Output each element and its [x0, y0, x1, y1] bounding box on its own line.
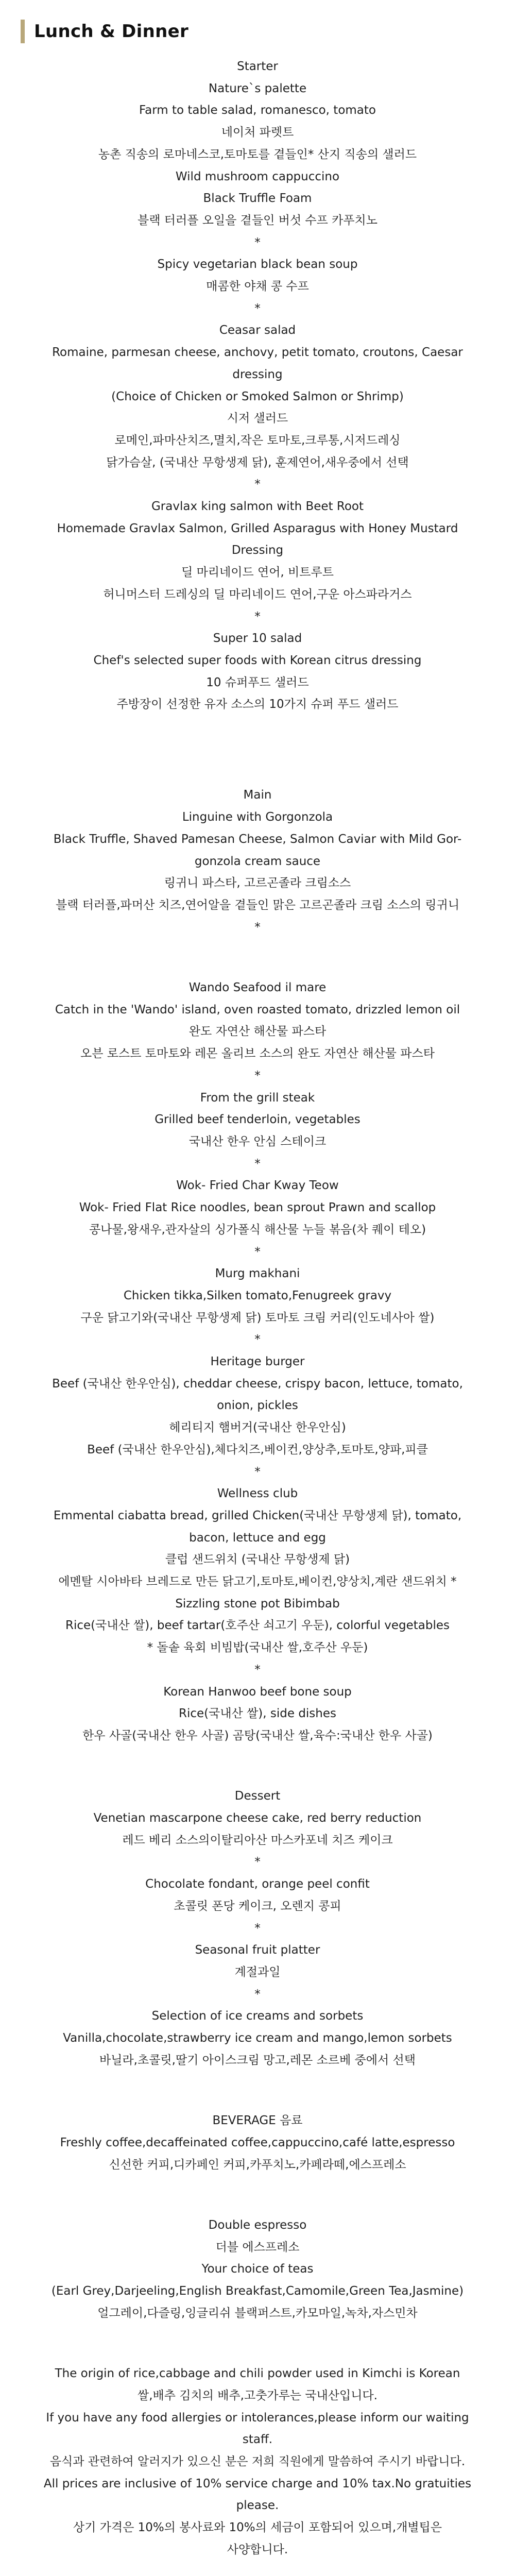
menu-line: Grilled beef tenderloin, vegetables: [154, 1113, 360, 1127]
menu-line: 시저 샐러드: [227, 412, 288, 426]
menu-line: 딜 마리네이드 연어, 비트루트: [181, 566, 334, 580]
menu-line: 블랙 터러플 오일을 곁들인 버섯 수프 카푸치노: [137, 213, 377, 227]
menu-line: 로메인,파마산치즈,멸치,작은 토마토,크루통,시저드레싱: [114, 433, 401, 447]
menu-line: Main: [243, 788, 272, 802]
menu-line: Dressing: [231, 544, 284, 557]
menu-line: 구운 닭고기와(국내산 무항생제 닭) 토마토 크림 커리(인도네사아 쌀): [80, 1311, 435, 1325]
menu-line: 10 슈퍼푸드 샐러드: [206, 675, 309, 689]
menu-line: Rice(국내산 쌀), beef tartar(호주산 쇠고기 우둔), colorful vegetables: [65, 1619, 450, 1633]
menu-line: Vanilla,chocolate,strawberry ice cream and mango,lemon sorbets: [63, 2031, 452, 2045]
menu-line: 음식과 관련하여 알러지가 있으신 분은 저희 직원에게 말씀하여 주시기 바랍니다.: [49, 2455, 466, 2469]
blank-line: [41, 946, 474, 969]
menu-line: Romaine, parmesan cheese, anchovy, petit tomato, croutons, Caesar: [52, 346, 463, 360]
menu-line: 네이처 파렛트: [221, 126, 294, 140]
menu-line: Spicy vegetarian black bean soup: [157, 258, 358, 272]
menu-line: From the grill steak: [200, 1091, 315, 1105]
menu-body: [41, 56, 474, 2561]
menu-line: bacon, lettuce and egg: [189, 1531, 326, 1545]
menu-line: Nature`s palette: [208, 81, 307, 95]
menu-line: Homemade Gravlax Salmon, Grilled Asparagus with Honey Mustard: [57, 521, 458, 535]
separator-asterisk: *: [254, 1987, 261, 2001]
separator-asterisk: *: [254, 1245, 261, 1259]
separator-asterisk: *: [254, 920, 261, 934]
menu-line: dressing: [232, 367, 283, 381]
menu-line: Heritage burger: [210, 1355, 305, 1369]
menu-line: 초콜릿 폰당 케이크, 오렌지 콩피: [174, 1899, 341, 1913]
menu-line: Black Truffle, Shaved Pamesan Cheese, Salmon Caviar with Mild Gor-: [53, 832, 462, 846]
menu-line: 주방장이 선정한 유자 소스의 10가지 슈퍼 푸드 샐러드: [116, 698, 399, 711]
menu-line: 블랙 터러플,파머산 치즈,연어알을 곁들인 맑은 고르곤졸라 크림 소스의 링귀니: [55, 898, 460, 912]
separator-asterisk: *: [254, 1069, 261, 1082]
menu-line: 완도 자연산 해산물 파스타: [188, 1025, 327, 1039]
menu-line: Rice(국내산 쌀), side dishes: [178, 1707, 337, 1721]
menu-line: 농촌 직송의 로마네스코,토마토를 곁들인* 산지 직송의 샐러드: [98, 147, 417, 161]
menu-line: Emmental ciabatta bread, grilled Chicken(국내산 무항생제 닭), tomato,: [53, 1509, 462, 1522]
separator-asterisk: *: [254, 1855, 261, 1869]
menu-line: 클럽 샌드위치 (국내산 무항생제 닭): [165, 1553, 350, 1567]
separator-asterisk: *: [254, 235, 261, 249]
section-title: Lunch & Dinner: [34, 21, 189, 42]
blank-line: [41, 724, 474, 746]
menu-line: 허니머스터 드레싱의 딜 마리네이드 연어,구운 아스파라거스: [103, 587, 412, 601]
menu-line: Selection of ice creams and sorbets: [151, 2009, 364, 2023]
menu-line: 헤리티지 햄버거(국내산 한우안심): [169, 1421, 346, 1435]
menu-line: staff.: [242, 2433, 273, 2447]
menu-line: 사양합니다.: [227, 2543, 288, 2556]
menu-line: (Earl Grey,Darjeeling,English Breakfast,Camomile,Green Tea,Jasmine): [51, 2284, 464, 2298]
menu-line: 국내산 한우 안심 스테이크: [188, 1135, 327, 1148]
menu-line: 오븐 로스트 토마토와 레몬 올리브 소스의 완도 자연산 해산물 파스타: [80, 1047, 435, 1061]
menu-line: 링귀니 파스타, 고르곤졸라 크림소스: [164, 876, 351, 890]
menu-line: (Choice of Chicken or Smoked Salmon or Shrimp): [111, 389, 404, 403]
separator-asterisk: *: [254, 478, 261, 492]
menu-line: Beef (국내산 한우안심),체다치즈,베이컨,양상추,토마토,양파,피클: [87, 1443, 428, 1456]
separator-asterisk: *: [254, 1333, 261, 1347]
menu-line: Your choice of teas: [201, 2262, 314, 2276]
menu-line: 계절과일: [234, 1965, 281, 1979]
menu-line: Sizzling stone pot Bibimbab: [175, 1597, 340, 1611]
menu-line: * 돌솥 육회 비빔밥(국내산 쌀,호주산 우둔): [147, 1641, 368, 1655]
menu-line: 얼그레이,다즐링,잉글리쉬 블랙퍼스트,카모마일,녹차,자스민차: [97, 2306, 418, 2320]
menu-line: Chicken tikka,Silken tomato,Fenugreek gravy: [123, 1289, 392, 1302]
menu-line: Dessert: [234, 1789, 281, 1803]
menu-line: gonzola cream sauce: [194, 854, 321, 868]
menu-line: 한우 사골(국내산 한우 사골) 곰탕(국내산 쌀,육수:국내산 한우 사골): [82, 1728, 433, 1742]
separator-asterisk: *: [254, 1465, 261, 1479]
menu-line: 바닐라,초콜릿,딸기 아이스크림 망고,레몬 소르베 중에서 선택: [99, 2053, 416, 2067]
menu-line: Gravlax king salmon with Beet Root: [151, 500, 364, 514]
menu-line: Ceasar salad: [219, 324, 296, 337]
menu-line: If you have any food allergies or intolerances,please inform our waiting: [46, 2411, 469, 2425]
blank-line: [41, 1755, 474, 1777]
menu-line: Beef (국내산 한우안심), cheddar cheese, crispy bacon, lettuce, tomato,: [52, 1377, 463, 1391]
menu-line: Wellness club: [217, 1487, 298, 1501]
menu-line: 콩나물,왕새우,관자살의 싱가폴식 해산물 누들 볶음(차 퀘이 테오): [89, 1223, 426, 1236]
menu-line: Catch in the 'Wando' island, oven roasted tomato, drizzled lemon oil: [55, 1003, 460, 1016]
menu-line: 에멘탈 시아바타 브레드로 만든 닭고기,토마토,베이컨,양상치,계란 샌드위치 *: [58, 1575, 457, 1589]
menu-line: 신선한 커피,디카페인 커피,카푸치노,카페라떼,에스프레소: [109, 2158, 406, 2172]
menu-line: 매콤한 야채 콩 수프: [206, 280, 309, 294]
menu-line: Wando Seafood il mare: [188, 981, 327, 995]
menu-line: Freshly coffee,decaffeinated coffee,cappuccino,café latte,espresso: [60, 2136, 455, 2149]
menu-line: Super 10 salad: [213, 632, 302, 646]
separator-asterisk: *: [254, 301, 261, 315]
menu-line: Farm to table salad, romanesco, tomato: [139, 104, 376, 117]
menu-line: Chef's selected super foods with Korean citrus dressing: [93, 653, 422, 667]
menu-line: Double espresso: [208, 2218, 307, 2232]
menu-line: Wok- Fried Flat Rice noodles, bean sprout Prawn and scallop: [79, 1201, 436, 1215]
header-accent-bar: [21, 20, 25, 43]
menu-line: 닭가슴살, (국내산 무항생제 닭), 훈제연어,새우중에서 선택: [106, 455, 409, 469]
section-header: [21, 20, 188, 43]
separator-asterisk: *: [254, 609, 261, 623]
menu-line: 상기 가격은 10%의 봉사료와 10%의 세금이 포함되어 있으며,개별팁은: [73, 2521, 442, 2535]
menu-line: Starter: [237, 60, 278, 73]
menu-line: 레드 베리 소스의이탈리아산 마스카포네 치즈 케이크: [122, 1833, 393, 1847]
menu-line: 더블 에스프레소: [215, 2240, 300, 2254]
blank-line: [41, 754, 474, 776]
separator-asterisk: *: [254, 1663, 261, 1676]
menu-line: Wild mushroom cappuccino: [175, 170, 340, 183]
menu-line: Wok- Fried Char Kway Teow: [176, 1179, 339, 1193]
menu-line: Linguine with Gorgonzola: [182, 810, 333, 824]
menu-line: please.: [236, 2499, 279, 2513]
blank-line: [41, 2184, 474, 2206]
menu-line: 쌀,배추 김치의 배추,고춧가루는 국내산입니다.: [137, 2388, 377, 2402]
menu-line: onion, pickles: [217, 1399, 298, 1413]
menu-line: BEVERAGE 음료: [212, 2114, 303, 2128]
separator-asterisk: *: [254, 1157, 261, 1171]
menu-line: Murg makhani: [215, 1267, 300, 1281]
blank-line: [41, 2080, 474, 2102]
menu-line: The origin of rice,cabbage and chili powder used in Kimchi is Korean: [55, 2367, 460, 2381]
menu-line: Venetian mascarpone cheese cake, red berry reduction: [93, 1811, 422, 1825]
blank-line: [41, 2333, 474, 2355]
menu-line: All prices are inclusive of 10% service charge and 10% tax.No gratuities: [43, 2477, 472, 2490]
menu-line: Black Truffle Foam: [203, 192, 312, 206]
menu-line: Seasonal fruit platter: [195, 1943, 320, 1957]
menu-line: Chocolate fondant, orange peel confit: [145, 1877, 370, 1891]
separator-asterisk: *: [254, 1921, 261, 1935]
menu-line: Korean Hanwoo beef bone soup: [163, 1685, 352, 1699]
